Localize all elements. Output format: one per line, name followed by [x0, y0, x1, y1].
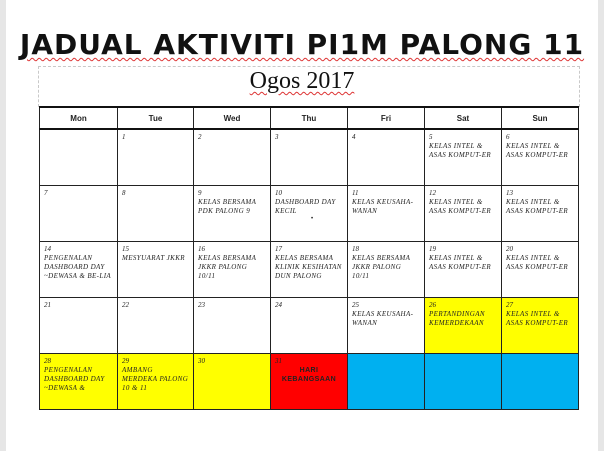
day-cell-11	[348, 186, 425, 242]
day-cell-15	[118, 242, 194, 298]
day-number: 8	[122, 189, 126, 197]
day-number: 30	[198, 357, 205, 365]
event-text: PENGENALAN DASHBOARD DAY ~DEWASA & BE-LIA	[44, 254, 112, 280]
day-cell-28	[40, 354, 118, 410]
day-number: 2	[198, 133, 202, 141]
day-cell-7	[40, 186, 118, 242]
day-cell-17	[271, 242, 348, 298]
weekday-tue: Tue	[118, 107, 194, 129]
calendar-table	[39, 106, 579, 410]
day-number: 21	[44, 301, 51, 309]
day-cell-1	[118, 129, 194, 186]
day-cell-31	[271, 354, 348, 410]
day-number: 28	[44, 357, 51, 365]
day-number: 5	[429, 133, 433, 141]
event-text: HARI KEBANGSAAN	[281, 367, 337, 383]
weekday-sat: Sat	[425, 107, 502, 129]
month-heading: Ogos 2017	[249, 68, 355, 94]
day-number: 18	[352, 245, 359, 253]
day-number: 11	[352, 189, 359, 197]
event-text: KELAS BERSAMA KLINIK KESIHATAN DUN PALONG	[275, 254, 342, 280]
week-row-1	[40, 129, 579, 186]
day-cell-6	[502, 129, 579, 186]
day-number: 14	[44, 245, 51, 253]
day-cell-29	[118, 354, 194, 410]
week-row-4	[40, 298, 579, 354]
week-row-5	[40, 354, 579, 410]
weekday-mon: Mon	[40, 107, 118, 129]
weekday-header-row	[40, 107, 579, 129]
day-cell-9	[194, 186, 271, 242]
day-cell-12	[425, 186, 502, 242]
event-text: KELAS INTEL & ASAS KOMPUT-ER	[506, 310, 569, 327]
day-number: 13	[506, 189, 513, 197]
day-cell-18	[348, 242, 425, 298]
event-text: MESYUARAT JKKR	[122, 254, 185, 262]
day-number: 29	[122, 357, 129, 365]
day-number: 25	[352, 301, 359, 309]
day-number: 20	[506, 245, 513, 253]
day-cell-22	[118, 298, 194, 354]
day-number: 9	[198, 189, 202, 197]
day-number: 12	[429, 189, 436, 197]
day-number: 6	[506, 133, 510, 141]
day-cell-26	[425, 298, 502, 354]
day-cell-2	[194, 129, 271, 186]
day-cell-21	[40, 298, 118, 354]
day-cell-4	[348, 129, 425, 186]
event-text: KELAS BERSAMA JKKR PALONG 10/11	[352, 254, 411, 280]
day-number: 31	[275, 357, 282, 365]
day-number: 24	[275, 301, 282, 309]
day-cell-8	[118, 186, 194, 242]
day-number: 7	[44, 189, 48, 197]
day-cell-10	[271, 186, 348, 242]
page-title: JADUAL AKTIVITI PI1M PALONG 11	[19, 28, 585, 61]
day-cell-empty	[348, 354, 425, 410]
event-text: PENGENALAN DASHBOARD DAY ~DEWASA &	[44, 366, 105, 392]
day-cell-empty	[502, 354, 579, 410]
bullet-mark-icon: •	[310, 216, 314, 222]
day-cell-20	[502, 242, 579, 298]
day-cell-24	[271, 298, 348, 354]
event-text: KELAS BERSAMA PDK PALONG 9	[198, 198, 257, 215]
event-text: PERTANDINGAN KEMERDEKAAN	[429, 310, 486, 327]
day-cell-13	[502, 186, 579, 242]
event-text: KELAS INTEL & ASAS KOMPUT-ER	[429, 254, 492, 271]
day-cell-25	[348, 298, 425, 354]
day-number: 4	[352, 133, 356, 141]
week-row-2	[40, 186, 579, 242]
event-text: KELAS INTEL & ASAS KOMPUT-ER	[506, 198, 569, 215]
day-cell-3	[271, 129, 348, 186]
weekday-sun: Sun	[502, 107, 579, 129]
day-cell-16	[194, 242, 271, 298]
day-cell-14	[40, 242, 118, 298]
day-cell-empty	[425, 354, 502, 410]
day-number: 1	[122, 133, 126, 141]
day-number: 17	[275, 245, 282, 253]
event-text: KELAS INTEL & ASAS KOMPUT-ER	[429, 198, 492, 215]
weekday-thu: Thu	[271, 107, 348, 129]
day-cell-5	[425, 129, 502, 186]
week-row-3	[40, 242, 579, 298]
day-number: 16	[198, 245, 205, 253]
weekday-wed: Wed	[194, 107, 271, 129]
day-cell-empty	[40, 129, 118, 186]
day-number: 23	[198, 301, 205, 309]
event-text: KELAS KEUSAHA-WANAN	[352, 310, 414, 327]
day-number: 15	[122, 245, 129, 253]
event-text: KELAS KEUSAHA-WANAN	[352, 198, 414, 215]
day-number: 22	[122, 301, 129, 309]
event-text: KELAS INTEL & ASAS KOMPUT-ER	[506, 142, 569, 159]
day-number: 3	[275, 133, 279, 141]
event-text: KELAS BERSAMA JKKR PALONG 10/11	[198, 254, 257, 280]
day-number: 19	[429, 245, 436, 253]
event-text: KELAS INTEL & ASAS KOMPUT-ER	[506, 254, 569, 271]
day-cell-30	[194, 354, 271, 410]
weekday-fri: Fri	[348, 107, 425, 129]
day-number: 10	[275, 189, 282, 197]
day-cell-23	[194, 298, 271, 354]
day-number: 26	[429, 301, 436, 309]
day-number: 27	[506, 301, 513, 309]
event-text: KELAS INTEL & ASAS KOMPUT-ER	[429, 142, 492, 159]
event-text: DASHBOARD DAY KECIL	[275, 198, 336, 215]
event-text: AMBANG MERDEKA PALONG 10 & 11	[122, 366, 189, 392]
day-cell-27	[502, 298, 579, 354]
day-cell-19	[425, 242, 502, 298]
